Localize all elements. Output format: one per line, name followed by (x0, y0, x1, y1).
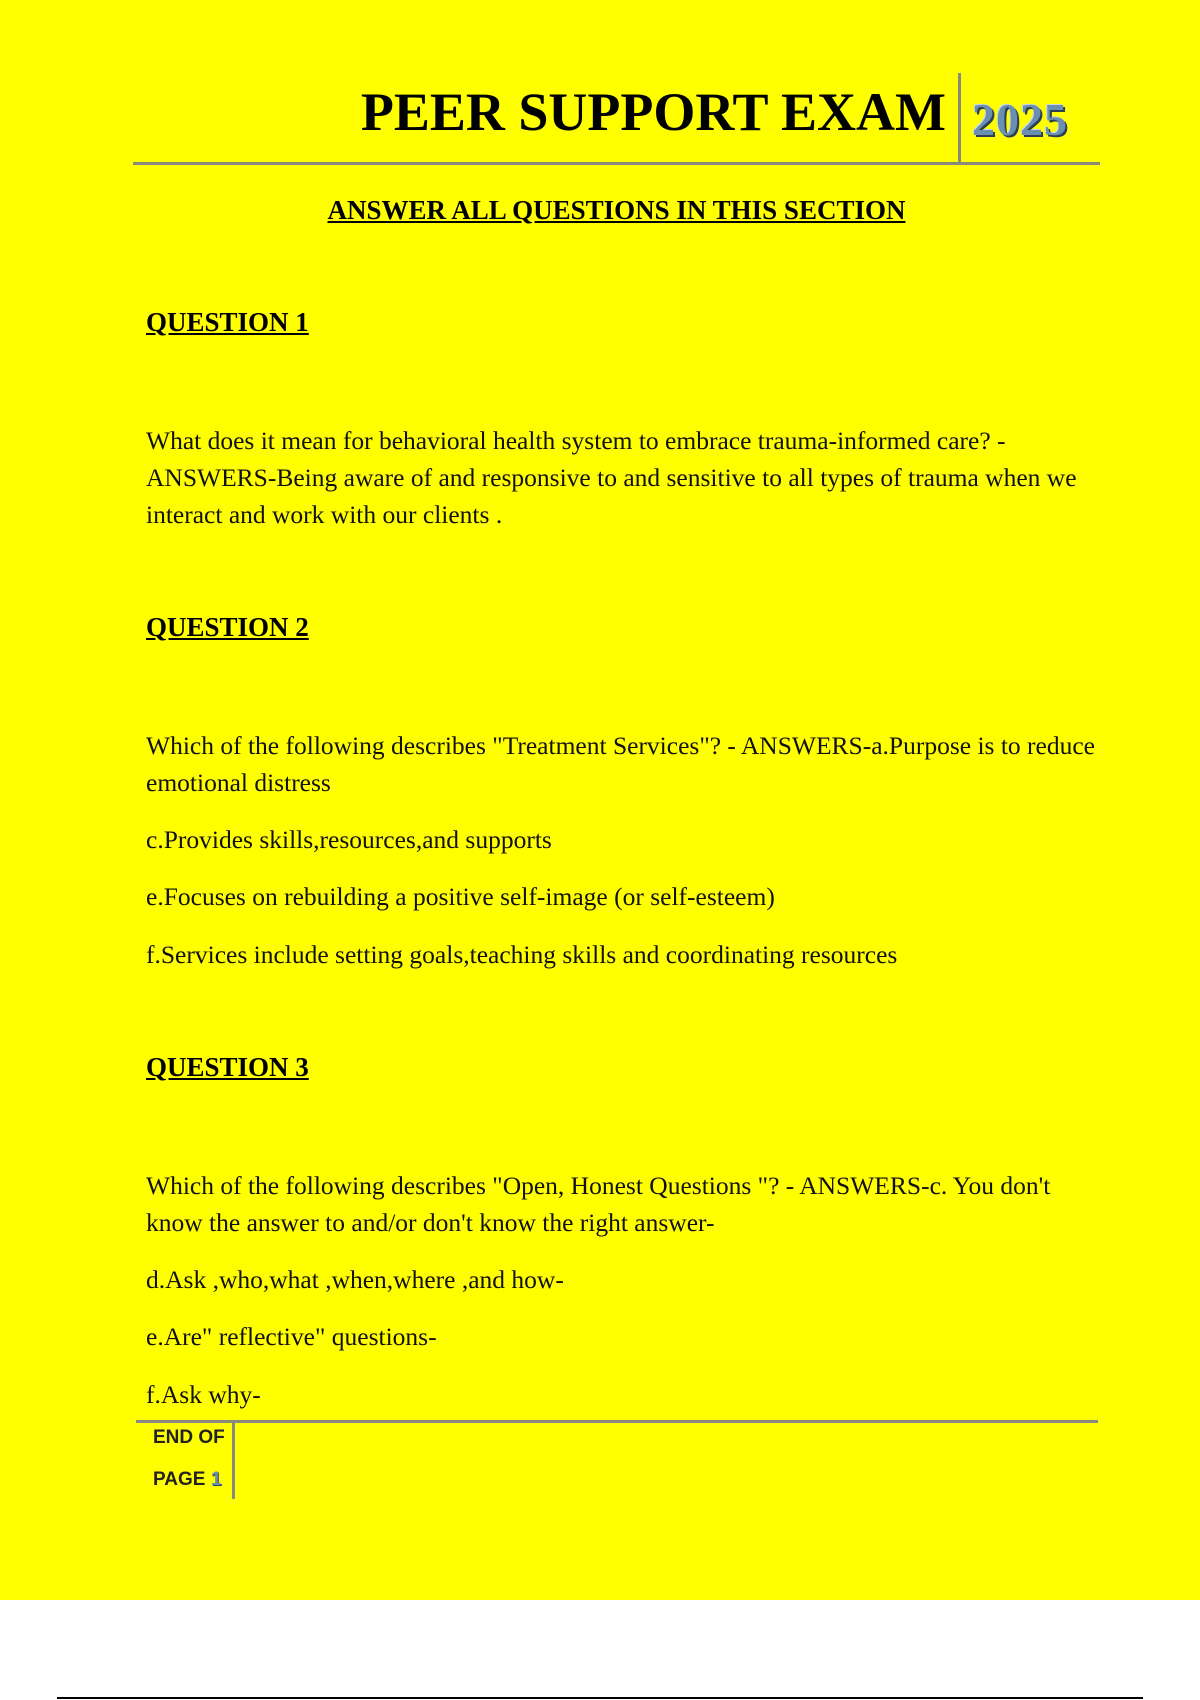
question-2-heading: QUESTION 2 (146, 612, 309, 642)
question-2-option-e: e.Focuses on rebuilding a positive self-image (or self-esteem) (146, 882, 775, 911)
question-2-option-f: f.Services include setting goals,teaching skills and coordinating resources (146, 940, 898, 969)
footer-divider (232, 1423, 235, 1499)
question-3-option-d: d.Ask ,who,what ,when,where ,and how- (146, 1265, 564, 1294)
header-rule (133, 162, 1100, 165)
footer-page-label (153, 1466, 221, 1494)
bottom-rule (57, 1697, 1143, 1699)
question-2-answer: Which of the following describes "Treatment Services"? - ANSWERS-a.Purpose is to reduce emotional distress (146, 731, 1096, 797)
question-1-heading: QUESTION 1 (146, 307, 309, 337)
exam-year: 2025 (972, 94, 1068, 145)
footer-page-number: 1 (210, 1469, 222, 1490)
question-1-answer: What does it mean for behavioral health system to embrace trauma-informed care? - ANSWERS-Being aware of and responsive to and sensitive to all types of trauma when we interact and work with our clients . (146, 426, 1077, 529)
exam-title: PEER SUPPORT EXAM (360, 82, 946, 142)
question-3-option-e: e.Are" reflective" questions- (146, 1322, 437, 1351)
question-3-heading: QUESTION 3 (146, 1052, 309, 1082)
footer-end-of: END OF (153, 1427, 225, 1448)
section-heading: ANSWER ALL QUESTIONS IN THIS SECTION (327, 195, 906, 225)
question-2-option-c: c.Provides skills,resources,and supports (146, 825, 552, 854)
question-3-answer: Which of the following describes "Open, Honest Questions "? - ANSWERS-c. You don't know the answer to and/or don't know the right answer- (146, 1171, 1051, 1237)
footer-rule (136, 1420, 1098, 1423)
question-3-option-f: f.Ask why- (146, 1380, 261, 1409)
footer-page-word: PAGE (153, 1469, 206, 1490)
header-divider (958, 73, 961, 163)
